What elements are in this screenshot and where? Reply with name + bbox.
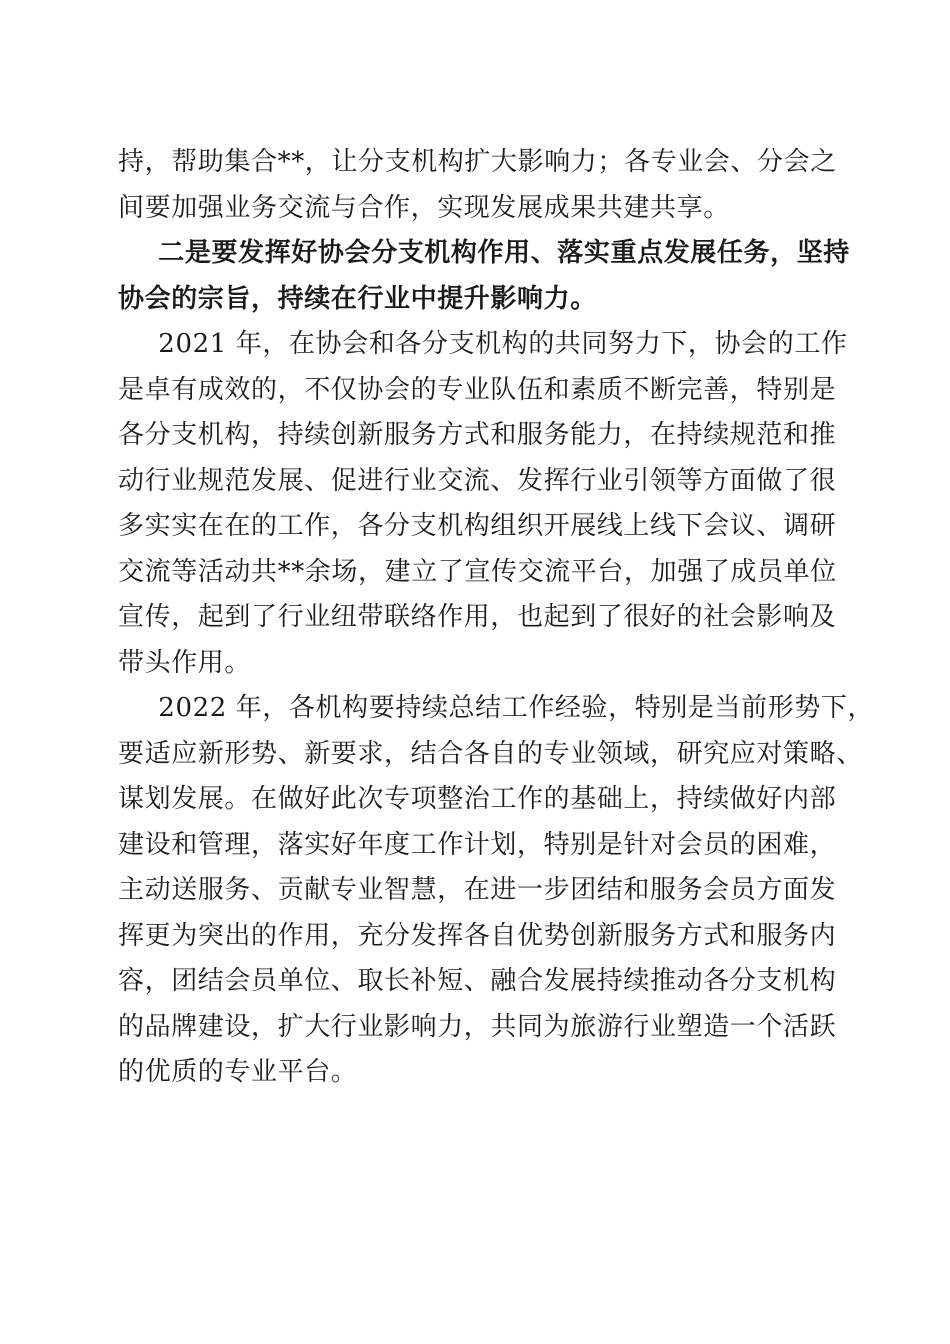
paragraph-4-line-8: 的品牌建设，扩大行业影响力，共同为旅游行业塑造一个活跃 bbox=[118, 1011, 837, 1042]
paragraph-1-line-1: 持，帮助集合**，让分支机构扩大影响力；各专业会、分会之 bbox=[118, 147, 837, 177]
paragraph-4 bbox=[118, 686, 875, 1096]
paragraph-3-line-6: 交流等活动共**余场，建立了宣传交流平台，加强了成员单位 bbox=[118, 556, 837, 587]
paragraph-3-line-1: 2021 年，在协会和各分支机构的共同努力下，协会的工作 bbox=[158, 329, 848, 359]
paragraph-2-line-1: 二是要发挥好协会分支机构作用、落实重点发展任务，坚持 bbox=[158, 238, 850, 268]
paragraph-4-line-7: 容，团结会员单位、取长补短、融合发展持续推动各分支机构 bbox=[118, 966, 837, 996]
paragraph-3-line-4: 动行业规范发展、促进行业交流、发挥行业引领等方面做了很 bbox=[118, 465, 837, 496]
paragraph-2-line-2: 协会的宗旨，持续在行业中提升影响力。 bbox=[118, 283, 597, 314]
paragraph-1-line-2: 间要加强业务交流与合作，实现发展成果共建共享。 bbox=[118, 192, 730, 223]
paragraph-3-line-5: 多实实在在的工作，各分支机构组织开展线上线下会议、调研 bbox=[118, 511, 837, 541]
paragraph-4-line-5: 主动送服务、贡献专业智慧，在进一步团结和服务会员方面发 bbox=[118, 875, 837, 905]
document-body bbox=[118, 140, 875, 1096]
paragraph-3-line-8: 带头作用。 bbox=[118, 647, 252, 678]
paragraph-4-line-9: 的优质的专业平台。 bbox=[118, 1057, 358, 1087]
paragraph-1 bbox=[118, 140, 837, 231]
paragraph-4-line-4: 建设和管理，落实好年度工作计划，特别是针对会员的困难， bbox=[118, 829, 837, 860]
paragraph-3-line-2: 是卓有成效的，不仅协会的专业队伍和素质不断完善，特别是 bbox=[118, 374, 837, 405]
paragraph-3 bbox=[118, 322, 848, 686]
paragraph-4-line-6: 挥更为突出的作用，充分发挥各自优势创新服务方式和服务内 bbox=[118, 920, 837, 951]
paragraph-3-line-3: 各分支机构，持续创新服务方式和服务能力，在持续规范和推 bbox=[118, 420, 837, 450]
paragraph-4-line-3: 谋划发展。在做好此次专项整治工作的基础上，持续做好内部 bbox=[118, 784, 837, 814]
paragraph-3-line-7: 宣传，起到了行业纽带联络作用，也起到了很好的社会影响及 bbox=[118, 602, 837, 632]
paragraph-4-line-1: 2022 年，各机构要持续总结工作经验，特别是当前形势下， bbox=[158, 693, 875, 723]
paragraph-2-heading bbox=[118, 231, 850, 322]
paragraph-4-line-2: 要适应新形势、新要求，结合各自的专业领域，研究应对策略、 bbox=[118, 738, 863, 769]
